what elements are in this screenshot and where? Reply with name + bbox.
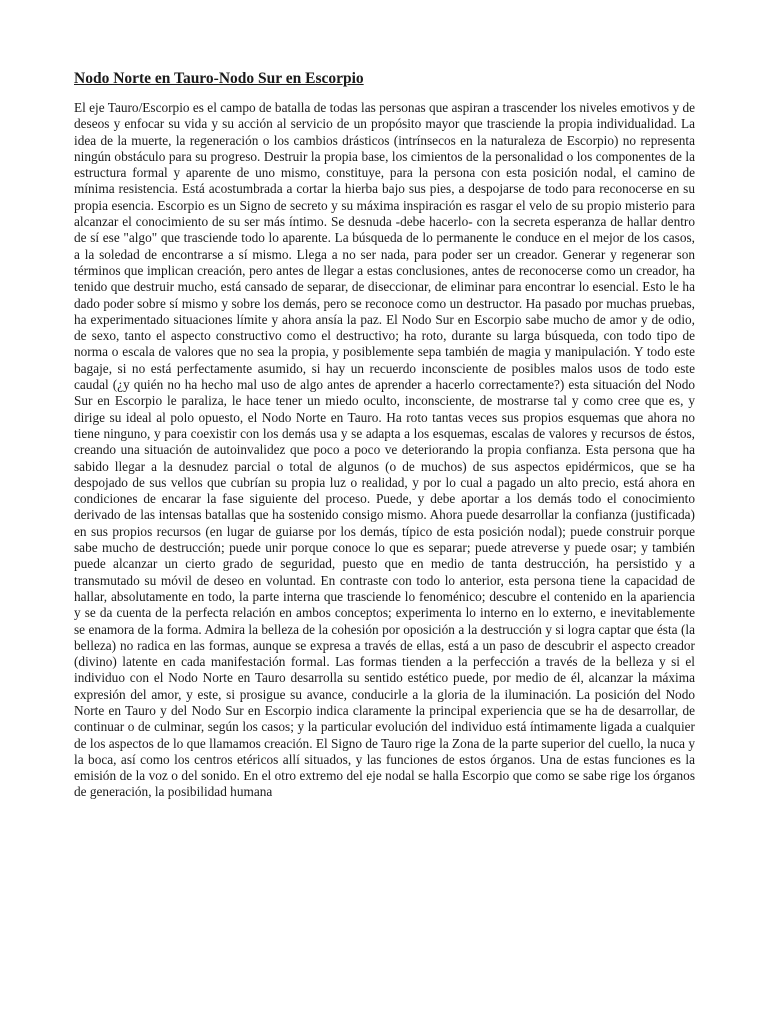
document-body-paragraph: El eje Tauro/Escorpio es el campo de batalla de todas las personas que aspiran a trascender los niveles emotivos y de deseos y enfocar su vida y su acción al servicio de un propósito mayor que trasciende la propia individualidad. La idea de la muerte, la regeneración o los cambios drásticos (intrínsecos en la naturaleza de Escorpio) no representa ningún obstáculo para su progreso. Destruir la propia base, los cimientos de la personalidad o los componentes de la estructura formal y aparente de uno mismo, constituye, para la persona con esta posición nodal, el camino de mínima resistencia. Está acostumbrada a cortar la hierba bajo sus pies, a despojarse de todo para reconocerse en su propia esencia. Escorpio es un Signo de secreto y su máxima inspiración es rasgar el velo de su propio misterio para alcanzar el conocimiento de su ser más íntimo. Se desnuda -debe hacerlo- con la secreta esperanza de hallar dentro de sí ese "algo" que trasciende todo lo aparente. La búsqueda de lo permanente le conduce en el mejor de los casos, a la soledad de encontrarse a sí mismo. Llega a no ser nada, para poder ser un creador. Generar y regenerar son términos que implican creación, pero antes de llegar a estas conclusiones, antes de reconocerse como un creador, ha tenido que destruir mucho, está cansado de separar, de diseccionar, de eliminar para encontrar lo esencial. Esto le ha dado poder sobre sí mismo y sobre los demás, pero se reconoce como un destructor. Ha pasado por muchas pruebas, ha experimentado situaciones límite y ahora ansía la paz. El Nodo Sur en Escorpio sabe mucho de amor y de odio, de sexo, tanto el aspecto constructivo como el destructivo; ha roto, durante su larga búsqueda, con todo tipo de norma o escala de valores que no sea la propia, y posiblemente sepa también de magia y manipulación. Y todo este bagaje, si no está perfectamente asumido, si hay un recuerdo inconsciente de posibles malos usos de todo este caudal (¿y quién no ha hecho mal uso de algo antes de aprender a hacerlo correctamente?) esta situación del Nodo Sur en Escorpio le paraliza, le hace tener un miedo oculto, inconsciente, de mostrarse tal y como cree que es, y dirige su ideal al polo opuesto, el Nodo Norte en Tauro. Ha roto tantas veces sus propios esquemas que ahora no tiene ninguno, y para coexistir con los demás usa y se adapta a los esquemas, escalas de valores y recursos de éstos, creando una situación de autoinvalidez que poco a poco ve deteriorando la propia confianza. Esta persona que ha sabido llegar a la desnudez parcial o total de algunos (o de muchos) de sus aspectos epidérmicos, que se ha despojado de sus vellos que cubrían su propia luz o realidad, y por lo cual a pagado un alto precio, está ahora en condiciones de encarar la fase siguiente del proceso. Puede, y debe aportar a los demás todo el conocimiento derivado de las intensas batallas que ha sostenido consigo mismo. Ahora puede desarrollar la confianza (justificada) en sus propios recursos (en lugar de guiarse por los demás, típico de esta posición nodal); puede construir porque sabe mucho de destrucción; puede unir porque conoce lo que es separar; puede atreverse y puede osar; y también puede alcanzar un cierto grado de seguridad, puesto que en medio de tanta destrucción, ha persistido y a transmutado su móvil de deseo en voluntad. En contraste con todo lo anterior, esta persona tiene la capacidad de hallar, absolutamente en todo, la parte interna que trasciende lo fenoménico; descubre el contenido en la apariencia y se da cuenta de la perfecta relación en ambos conceptos; experimenta lo interno en lo externo, e inevitablemente se enamora de la forma. Admira la belleza de la cohesión por oposición a la destrucción y si logra captar que ésta (la belleza) no radica en las formas, aunque se expresa a través de ellas, está a un paso de descubrir el aspecto creador (divino) latente en cada manifestación formal. Las formas tienden a la perfección a través de la belleza y si el individuo con el Nodo Norte en Tauro desarrolla su sentido estético puede, por medio de él, alcanzar la máxima expresión del amor, y este, si prosigue su avance, conducirle a la gloria de la iluminación. La posición del Nodo Norte en Tauro y del Nodo Sur en Escorpio indica claramente la principal experiencia que se ha de desarrollar, de continuar o de culminar, según los casos; y la particular evolución del individuo está íntimamente ligada a cualquier de los aspectos de lo que llamamos creación. El Signo de Tauro rige la Zona de la parte superior del cuello, la nuca y la boca, así como los centros etéricos allí situados, y las funciones de estos órganos. Una de estas funciones es la emisión de la voz o del sonido. En el otro extremo del eje nodal se halla Escorpio que como se sabe rige los órganos de generación, la posibilidad humana [74, 100, 695, 800]
document-title: Nodo Norte en Tauro-Nodo Sur en Escorpio [74, 70, 364, 87]
